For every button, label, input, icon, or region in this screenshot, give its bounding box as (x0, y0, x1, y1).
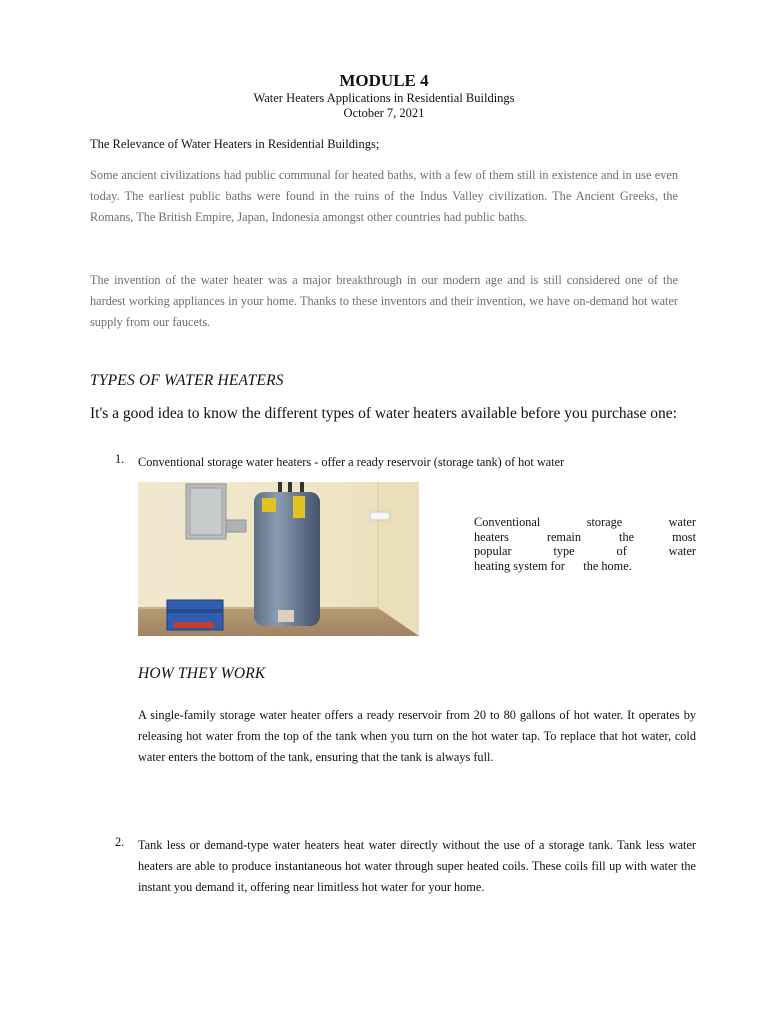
caption-line: heating system for the home. (474, 558, 632, 573)
types-intro: It's a good idea to know the different types of water heaters available before you purchase one: (90, 405, 677, 422)
relevance-heading: The Relevance of Water Heaters in Residential Buildings; (90, 137, 380, 151)
list-number: 1. (115, 452, 125, 466)
caption-line: heaters remain the most (474, 529, 696, 544)
types-heading: TYPES OF WATER HEATERS (90, 372, 284, 389)
list-item-text: heat water directly without the use of a storage tank. Tank less water heaters are able to produce instantaneous hot water through super heated coils. These coils fill up with water the instant you demand it, offering near limitless hot water for your home. (138, 838, 696, 895)
module-title: MODULE 4 (339, 71, 429, 90)
caption-line: Conventional storage water (474, 515, 696, 529)
list-number: 2. (115, 835, 125, 849)
module-subtitle: Water Heaters Applications in Residential Buildings (253, 91, 515, 105)
how-they-work-heading: HOW THEY WORK (138, 665, 266, 682)
paragraph-invention: The invention of the water heater was a major breakthrough in our modern age and is still considered one of the hardest working appliances in your home. Thanks to these inventors and their invention, we have on-demand hot water supply from our faucets. (90, 273, 678, 330)
list-item-term: Tank less or demand-type water heaters (138, 838, 340, 852)
list-item-conventional (138, 452, 698, 473)
module-date: October 7, 2021 (343, 106, 425, 120)
list-item-text: offer a ready reservoir (storage tank) of hot water (318, 455, 565, 469)
photo-caption (474, 515, 696, 573)
how-they-work-paragraph: A single-family storage water heater offers a ready reservoir from 20 to 80 gallons of hot water. It operates by releasing hot water from the top of the tank when you turn on the hot water tap. To replace that hot water, cold water enters the bottom of the tank, ensuring that the tank is always full. (138, 708, 696, 765)
list-item-term: Conventional storage water heaters - (138, 455, 319, 469)
list-item-tankless (138, 835, 696, 899)
caption-line: popular type of water (474, 544, 696, 558)
paragraph-ancient-baths: Some ancient civilizations had public communal for heated baths, with a few of them still in existence and in use even today. The earliest public baths were found in the ruins of the Indus Valley civilization. The Ancient Greeks, the Romans, The British Empire, Japan, Indonesia amongst other countries had public baths. (90, 168, 678, 225)
water-heater-photo (138, 482, 419, 636)
